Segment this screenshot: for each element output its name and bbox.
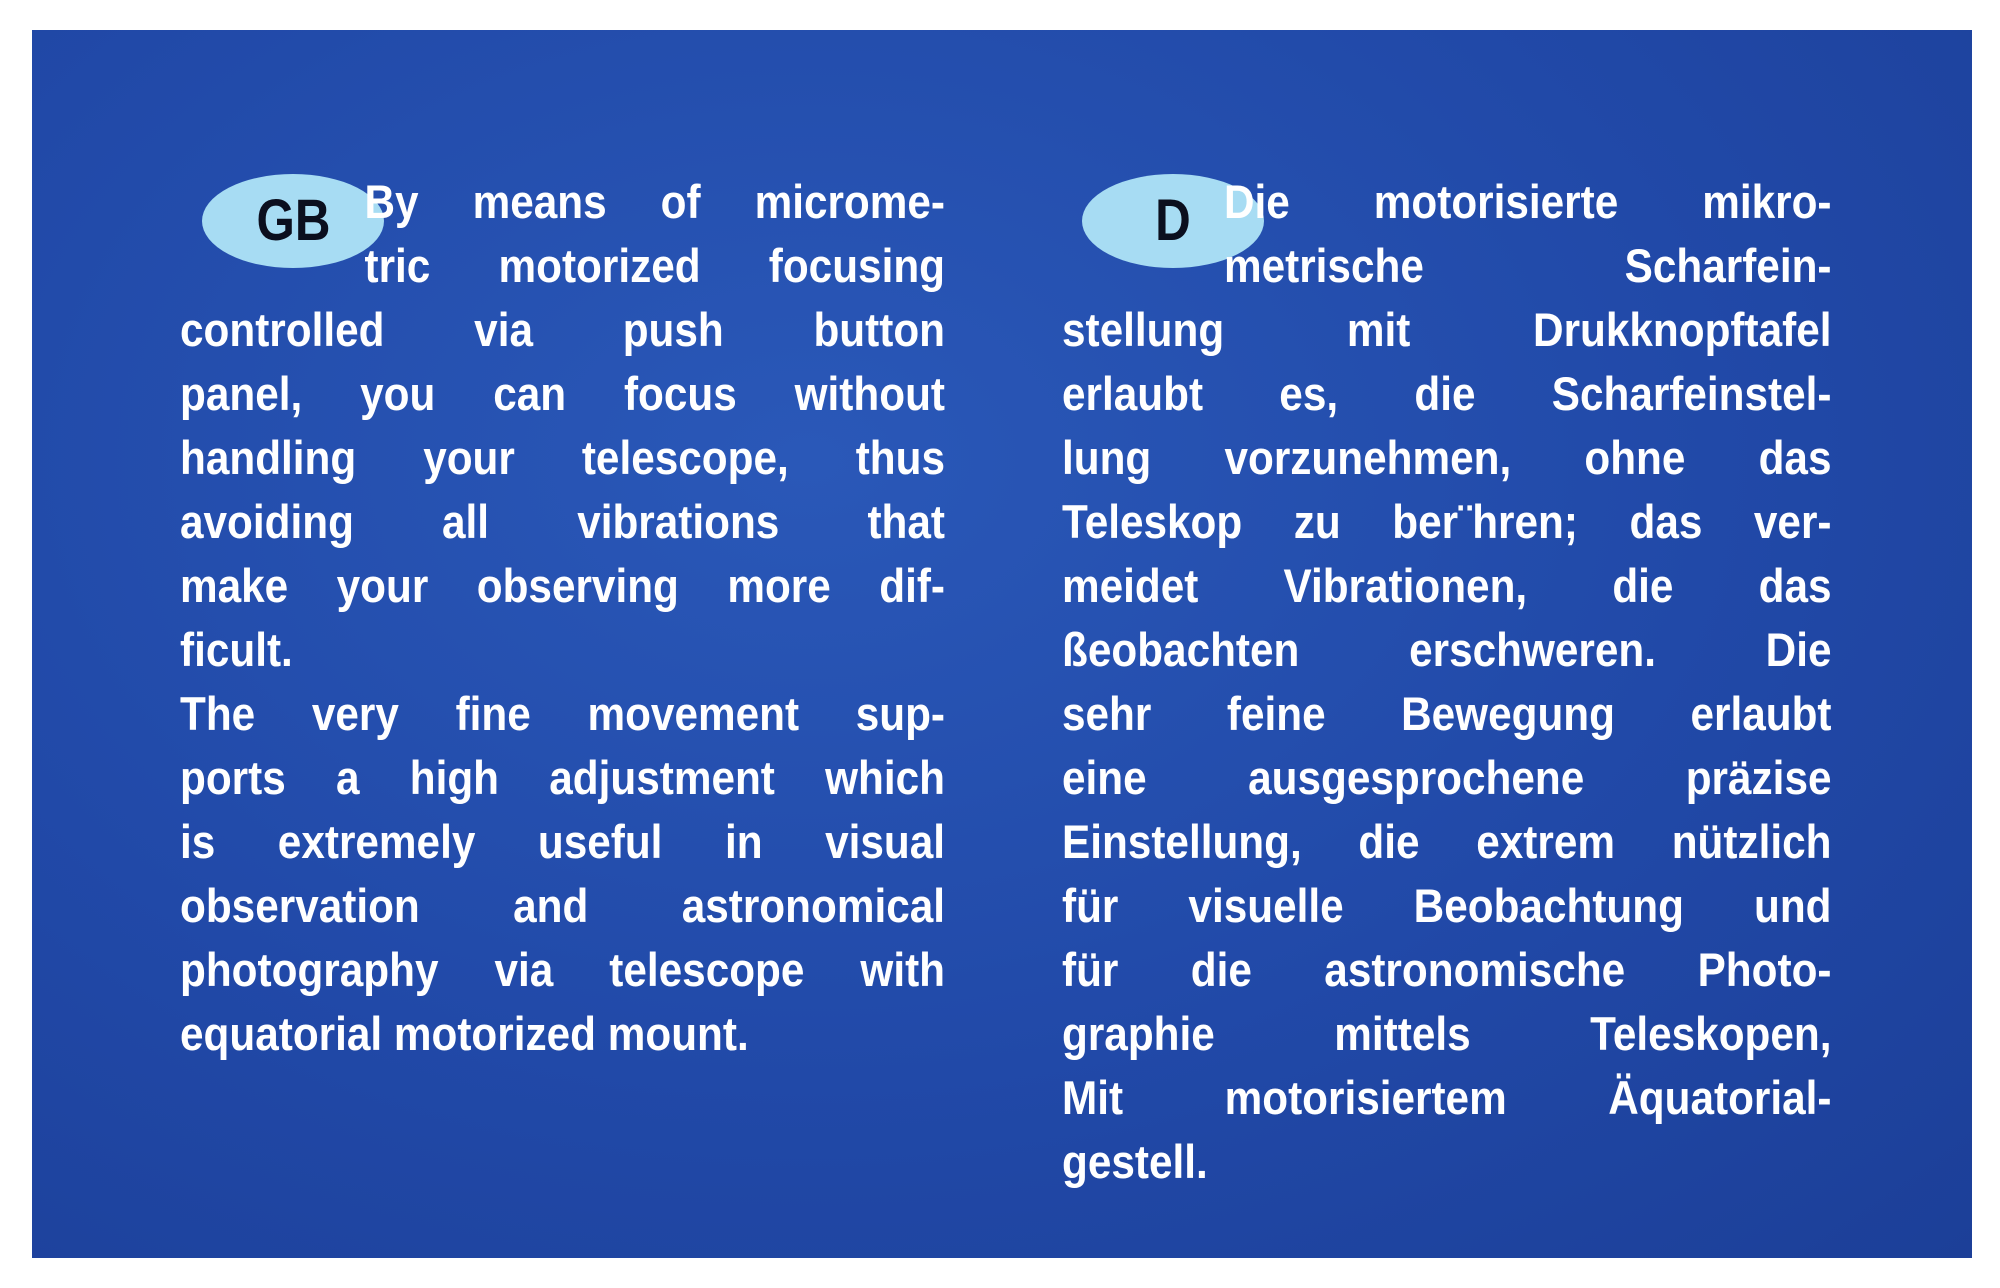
text-line: By means of microme- [364,175,945,228]
text-line: make your observing more dif- [180,559,945,612]
text-line: meidet Vibrationen, die das [1062,559,1832,612]
text-line: ports a high adjustment which [180,751,945,804]
text-line: controlled via push button [180,303,945,356]
text-line: gestell. [1062,1135,1208,1188]
text-line: metrische Scharfein- [1224,239,1832,292]
language-badge-gb-label: GB [256,188,330,253]
text-line: Die motorisierte mikro- [1224,175,1832,228]
text-line: panel, you can focus without [180,367,945,420]
text-line: für visuelle Beobachtung und [1062,879,1832,932]
text-line: is extremely useful in visual [180,815,945,868]
text-line: observation and astronomical [180,879,945,932]
text-line: The very fine movement sup- [180,687,945,740]
text-line: sehr feine Bewegung erlaubt [1062,687,1832,740]
text-line: ficult. [180,623,293,676]
text-line: eine ausgesprochene präzise [1062,751,1832,804]
text-line: avoiding all vibrations that [180,495,945,548]
language-badge-d-label: D [1155,188,1191,253]
text-line: Mit motorisiertem Äquatorial- [1062,1071,1832,1124]
text-line: photography via telescope with [180,943,945,996]
text-line: lung vorzunehmen, ohne das [1062,431,1832,484]
text-line: handling your telescope, thus [180,431,945,484]
german-text-column [1062,170,1832,1194]
text-line: ßeobachten erschweren. Die [1062,623,1832,676]
text-line: tric motorized focusing [364,239,945,292]
text-line: stellung mit Drukknopftafel [1062,303,1832,356]
text-line: erlaubt es, die Scharfeinstel- [1062,367,1832,420]
text-line: equatorial motorized mount. [180,1007,749,1060]
text-line: für die astronomische Photo- [1062,943,1832,996]
instruction-panel [32,30,1972,1258]
text-line: Teleskop zu ber¨hren; das ver- [1062,495,1832,548]
text-line: Einstellung, die extrem nützlich [1062,815,1832,868]
text-line: graphie mittels Teleskopen, [1062,1007,1832,1060]
english-text-column [180,170,945,1066]
